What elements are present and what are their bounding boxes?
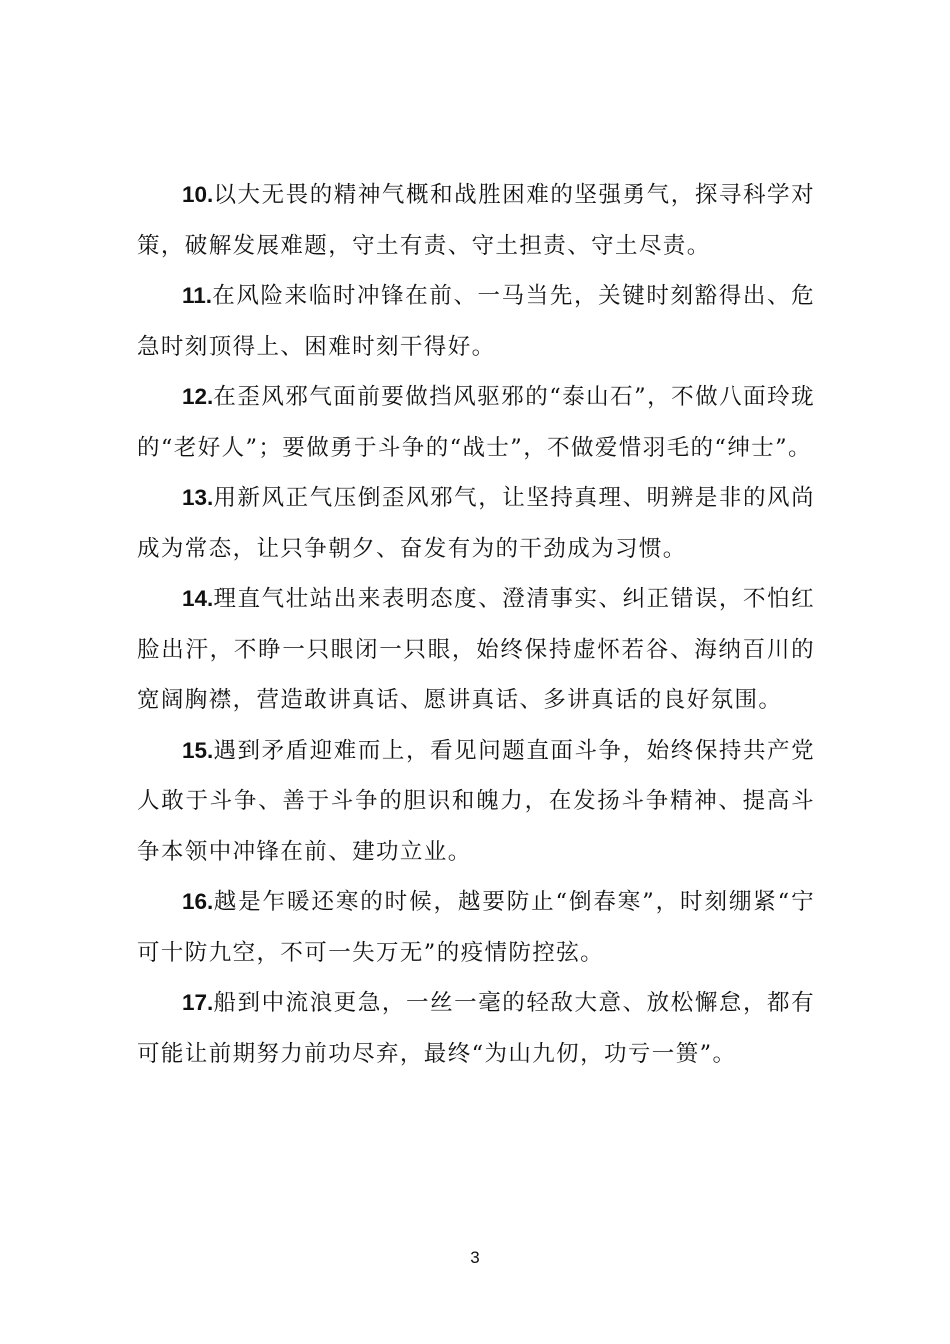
- item-text: 以大无畏的精神气概和战胜困难的坚强勇气，探寻科学对策，破解发展难题，守土有责、守土担责、守土尽责。: [137, 182, 815, 259]
- list-item-14: [137, 574, 815, 726]
- list-item-13: [137, 473, 815, 574]
- item-text: 遇到矛盾迎难而上，看见问题直面斗争，始终保持共产党人敢于斗争、善于斗争的胆识和魄力，在发扬斗争精神、提高斗争本领中冲锋在前、建功立业。: [137, 737, 815, 865]
- item-number: 13.: [182, 485, 214, 510]
- item-number: 14.: [182, 586, 214, 611]
- list-item-16: [137, 877, 815, 978]
- list-item-15: [137, 726, 815, 878]
- item-text: 船到中流浪更急，一丝一毫的轻敌大意、放松懈怠，都有可能让前期努力前功尽弃，最终“为山九仞，功亏一篑”。: [137, 990, 815, 1067]
- item-number: 17.: [182, 990, 214, 1015]
- list-item-11: [137, 271, 815, 372]
- list-item-10: [137, 170, 815, 271]
- item-text: 越是乍暖还寒的时候，越要防止“倒春寒”，时刻绷紧“宁可十防九空，不可一失万无”的疫情防控弦。: [137, 889, 815, 966]
- item-number: 10.: [182, 182, 214, 207]
- item-number: 15.: [182, 737, 214, 763]
- list-item-17: [137, 978, 815, 1079]
- item-number: 16.: [182, 889, 214, 914]
- item-text: 用新风正气压倒歪风邪气，让坚持真理、明辨是非的风尚成为常态，让只争朝夕、奋发有为的干劲成为习惯。: [137, 485, 815, 562]
- item-number: 12.: [182, 384, 214, 409]
- item-text: 理直气壮站出来表明态度、澄清事实、纠正错误，不怕红脸出汗，不睁一只眼闭一只眼，始终保持虚怀若谷、海纳百川的宽阔胸襟，营造敢讲真话、愿讲真话、多讲真话的良好氛围。: [137, 586, 815, 713]
- document-body: [137, 170, 815, 1079]
- list-item-12: [137, 372, 815, 473]
- page-number: 3: [470, 1248, 480, 1267]
- item-text: 在歪风邪气面前要做挡风驱邪的“泰山石”，不做八面玲珑的“老好人”；要做勇于斗争的“战士”，不做爱惜羽毛的“绅士”。: [137, 384, 815, 461]
- item-text: 在风险来临时冲锋在前、一马当先，关键时刻豁得出、危急时刻顶得上、困难时刻干得好。: [137, 283, 815, 360]
- item-number: 11.: [182, 283, 213, 308]
